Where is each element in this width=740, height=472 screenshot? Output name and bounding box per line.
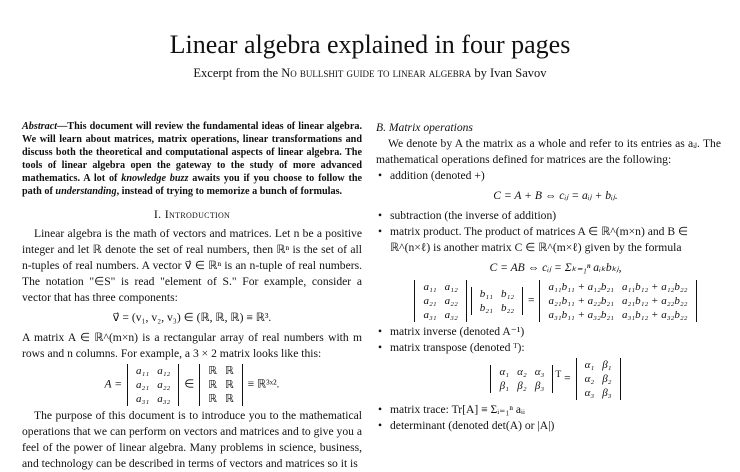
paper-subtitle (0, 66, 740, 81)
product-eq-sign: = (528, 293, 535, 307)
matrix-a-row (132, 364, 174, 378)
equation-transpose (390, 358, 721, 400)
product-c-entry: a₃₁b₁₁ + a₃₂b₂₁ (548, 309, 614, 321)
eq2-in: ∈ (184, 377, 195, 391)
transpose-right-row (581, 386, 616, 400)
transpose-matrix-right (576, 358, 621, 400)
abstract-lead: Abstract (22, 121, 58, 132)
transpose-right-entry: β₃ (602, 387, 612, 399)
matrix-a-entry: a₂₁ (136, 379, 150, 391)
list-item-inverse: • matrix inverse (denoted A⁻¹) (390, 324, 721, 340)
equation-product-expanded (390, 280, 721, 322)
abstract-text-3: , instead of trying to memorize a bunch of formulas. (116, 186, 343, 197)
matrix-r (199, 364, 242, 406)
intro-paragraph-1: Linear algebra is the math of vectors and matrices. Let n be a positive integer and let ℝ denote the set of real numbers, then ℝⁿ is the set of all n-tuples of real numbers. A vector v⃗ ∈ ℝⁿ is an n-tuple of real numbers. The notation "∈S" is read "element of S." For example, consider a vector that has three components: (22, 227, 362, 304)
left-column (22, 120, 362, 472)
product-a-entry: a₃₁ (423, 309, 437, 321)
abstract (22, 120, 362, 198)
product-a-entry: a₃₂ (444, 309, 458, 321)
product-c-entry: a₁₁b₁₁ + a₁₂b₂₁ (548, 281, 614, 293)
product-a-row (419, 280, 461, 294)
transpose-left-entry: β₂ (517, 380, 527, 392)
product-b-entry: b₂₂ (500, 302, 515, 314)
product-a-row (419, 294, 461, 308)
subtitle-guide: No bullshit guide to linear algebra (281, 66, 472, 80)
matrix-r-entry: ℝ (225, 379, 234, 391)
transpose-left-row (495, 365, 548, 379)
list-item-subtraction: • subtraction (the inverse of addition) (390, 208, 721, 224)
product-a-entry: a₁₂ (444, 281, 458, 293)
list-item-transpose: • matrix transpose (denoted ᵀ): (390, 340, 721, 356)
product-b-entry: b₁₁ (479, 288, 493, 300)
product-c-entry: a₁₁b₁₂ + a₁₂b₂₂ (621, 281, 688, 293)
equation-product: C = AB ⇔ cᵢⱼ = Σₖ₌₁ⁿ aᵢₖbₖⱼ, (489, 261, 622, 274)
transpose-right-entry: α₂ (584, 373, 595, 385)
list-item-addition: • addition (denoted +) (390, 168, 721, 184)
product-a-entry: a₁₁ (423, 281, 437, 293)
transpose-matrix-left (490, 365, 553, 393)
list-item-product: • matrix product. The product of matrices A ∈ ℝ^(m×n) and B ∈ ℝ^(n×ℓ) is another matrix C ∈ ℝ^(m×ℓ) given by the formula (390, 224, 721, 256)
eq2-lhs: A = (104, 377, 123, 391)
product-a-entry: a₂₁ (423, 295, 437, 307)
matrix-r-row (204, 378, 237, 392)
equation-vector: v⃗ = (v₁, v₂, v₃) ∈ (ℝ, ℝ, ℝ) ≡ ℝ³. (112, 311, 272, 324)
intro-paragraph-2: A matrix A ∈ ℝ^(m×n) is a rectangular array of real numbers with m rows and n columns. For example, a 3 × 2 matrix looks like this: (22, 331, 362, 360)
product-c-entry: a₂₁b₁₁ + a₂₂b₂₁ (548, 295, 614, 307)
subtitle-prefix: Excerpt from the (193, 66, 279, 80)
matrix-r-entry: ℝ (225, 365, 234, 377)
product-b-entry: b₁₂ (500, 288, 515, 300)
abstract-text-2: awaits you if you choose to follow the path of (22, 173, 363, 197)
transpose-left-entry: β₁ (499, 380, 509, 392)
matrix-a-entry: a₃₁ (136, 393, 150, 405)
list-item-determinant: • determinant (denoted det(A) or |A|) (390, 418, 721, 434)
product-matrix-a (414, 280, 466, 322)
matrix-a (127, 364, 179, 406)
matrix-a-row (132, 378, 174, 392)
matrix-r-entry: ℝ (208, 379, 217, 391)
transpose-right-row (581, 358, 616, 372)
list-item-trace: • matrix trace: Tr[A] ≡ Σᵢ₌₁ⁿ aᵢᵢ (390, 402, 721, 418)
matrix-r-entry: ℝ (208, 393, 217, 405)
transpose-left-entry: α₁ (499, 366, 510, 378)
transpose-right-entry: β₁ (602, 359, 612, 371)
transpose-left-entry: α₂ (517, 366, 527, 378)
matrix-r-entry: ℝ (225, 393, 234, 405)
matrix-r-row (204, 392, 237, 406)
product-c-row (544, 294, 691, 308)
product-b-row (476, 301, 518, 315)
right-column (376, 120, 721, 434)
section-heading-matrix-operations: B. Matrix operations (376, 121, 473, 134)
transpose-superscript: T (555, 368, 562, 380)
abstract-keyword-1: knowledge buzz (121, 173, 189, 184)
equation-matrix-a (22, 364, 362, 406)
product-a-row (419, 308, 461, 322)
paper-title: Linear algebra explained in four pages (169, 30, 571, 59)
matrix-a-entry: a₃₂ (157, 393, 171, 405)
transpose-left-entry: β₃ (534, 380, 545, 392)
product-c-row (544, 280, 691, 294)
equation-addition: C = A + B ⇔ cᵢⱼ = aᵢⱼ + bᵢⱼ. (493, 189, 618, 202)
transpose-right-entry: α₁ (584, 359, 595, 371)
eq2-rhs: ≡ ℝ³ˣ². (247, 377, 280, 391)
section-heading-introduction: I. Introduction (153, 207, 231, 221)
transpose-left-entry: α₃ (534, 366, 545, 378)
abstract-keyword-2: understanding (55, 186, 117, 197)
transpose-right-entry: α₃ (584, 387, 595, 399)
abstract-text-1: —This document will review the fundamental ideas of linear algebra. We will learn about matrices, matrix operations, linear transformations and discuss both the theoretical and computational aspects of linear algebra. The tools of linear algebra open the gateway to the study of more advanced mathematics. A lot of (22, 121, 362, 184)
transpose-left-row (495, 379, 548, 393)
matrix-a-entry: a₁₁ (136, 365, 150, 377)
product-c-row (544, 308, 691, 322)
matrix-ops-list (376, 168, 721, 434)
subtitle-author: by Ivan Savov (474, 66, 547, 80)
product-matrix-b (471, 287, 523, 315)
matrix-ops-paragraph: We denote by A the matrix as a whole and refer to its entries as aᵢⱼ. The mathematical operations defined for matrices are the following: (376, 137, 721, 166)
transpose-right-entry: β₂ (602, 373, 612, 385)
matrix-a-entry: a₁₂ (157, 365, 171, 377)
matrix-a-entry: a₂₂ (157, 379, 171, 391)
product-b-row (476, 287, 518, 301)
transpose-eq-sign: = (564, 371, 571, 385)
product-c-entry: a₂₁b₁₂ + a₂₂b₂₂ (621, 295, 688, 307)
product-b-entry: b₂₁ (479, 302, 493, 314)
matrix-r-row (204, 364, 237, 378)
product-c-entry: a₃₁b₁₂ + a₃₂b₂₂ (621, 309, 688, 321)
product-matrix-c (539, 280, 696, 322)
matrix-a-row (132, 392, 174, 406)
product-a-entry: a₂₂ (444, 295, 458, 307)
matrix-r-entry: ℝ (208, 365, 217, 377)
intro-paragraph-3: The purpose of this document is to introduce you to the mathematical operations that we can perform on vectors and matrices and to give you a feel of the power of linear algebra. Many problems in science, business, and technology can be described in terms of vectors and matrices so it is (22, 409, 362, 470)
transpose-right-row (581, 372, 616, 386)
